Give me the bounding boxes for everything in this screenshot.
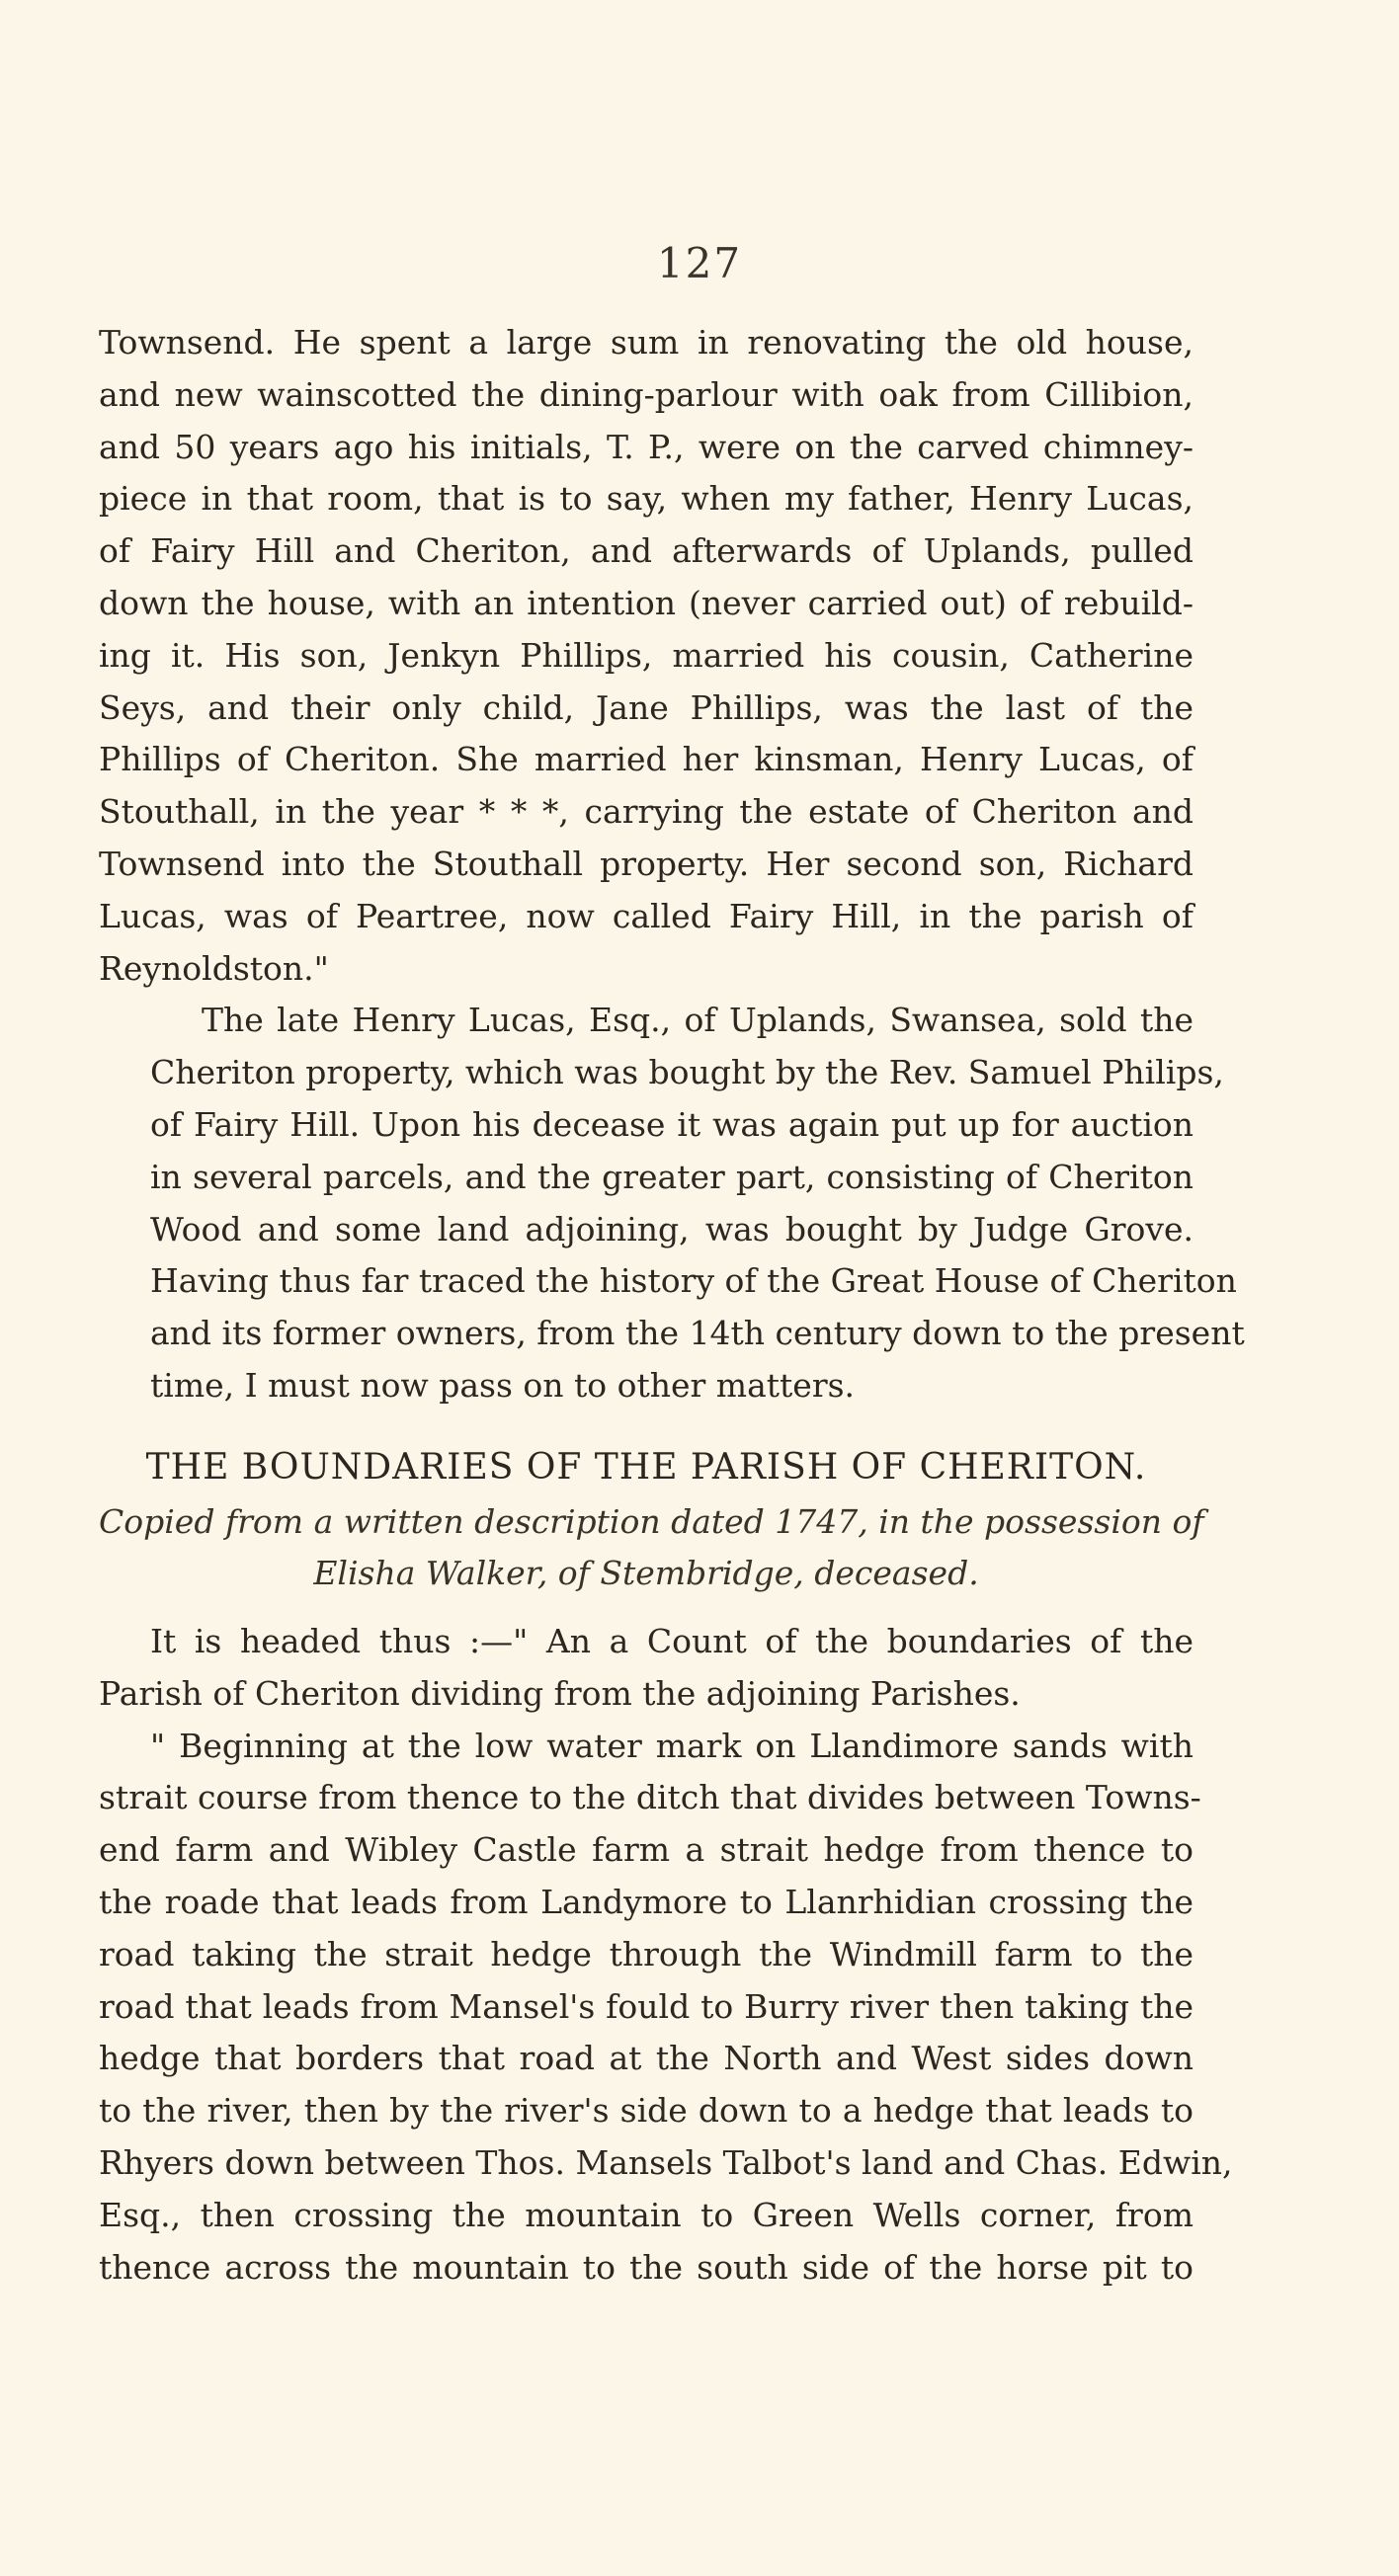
subheading-line: Copied from a written description dated 1747, in the possession of [99, 1502, 1204, 1541]
text-line: Esq., then crossing the mountain to Green Wells corner, from [99, 2195, 1193, 2234]
text-line: road that leads from Mansel's fould to Burry river then taking the [99, 1986, 1193, 2026]
text-line: Rhyers down between Thos. Mansels Talbot's land and Chas. Edwin, [99, 2142, 1233, 2182]
text-line: Townsend. He spent a large sum in renovating the old house, [99, 323, 1193, 362]
text-line: the roade that leads from Landymore to Llanrhidian crossing the [99, 1882, 1193, 1921]
text-line: Stouthall, in the year * * *, carrying the estate of Cheriton and [99, 792, 1193, 832]
section-heading: THE BOUNDARIES OF THE PARISH OF CHERITON. [145, 1447, 1147, 1488]
text-line: to the river, then by the river's side down to a hedge that leads to [99, 2091, 1193, 2131]
text-line: Parish of Cheriton dividing from the adjoining Parishes. [99, 1673, 1021, 1713]
text-line: Cheriton property, which was bought by the Rev. Samuel Philips, [150, 1053, 1224, 1092]
text-line: " Beginning at the low water mark on Llandimore sands with [150, 1726, 1193, 1765]
text-line: thence across the mountain to the south side of the horse pit to [99, 2247, 1193, 2287]
text-line: It is headed thus :—" An a Count of the boundaries of the [150, 1622, 1193, 1660]
text-line: of Fairy Hill. Upon his decease it was again put up for auction [150, 1104, 1193, 1144]
text-line: piece in that room, that is to say, when my father, Henry Lucas, [99, 479, 1193, 519]
section-subheading [99, 1496, 1204, 1599]
text-line: Having thus far traced the history of the Great House of Cheriton [150, 1261, 1237, 1301]
text-line: road taking the strait hedge through the Windmill farm to the [99, 1934, 1193, 1973]
text-line: strait course from thence to the ditch that divides between Towns- [99, 1778, 1201, 1817]
paragraph-heading-note [99, 1616, 1193, 1721]
text-line: The late Henry Lucas, Esq., of Uplands, Swansea, sold the [202, 1001, 1193, 1040]
text-line: down the house, with an intention (never carried out) of rebuild- [99, 583, 1193, 622]
paragraph-sale-of-property [99, 995, 1245, 1411]
lower-text-block [99, 1616, 1233, 2294]
paragraph-continuation [99, 317, 1193, 995]
upper-text-block [99, 317, 1245, 1412]
text-line: and 50 years ago his initials, T. P., were on the carved chimney- [99, 427, 1193, 466]
text-line: hedge that borders that road at the North and West sides down [99, 2039, 1193, 2078]
paragraph-boundary-description [99, 1721, 1233, 2294]
text-line: Lucas, was of Peartree, now called Fairy Hill, in the parish of [99, 896, 1193, 935]
text-line: Reynoldston." [99, 948, 329, 988]
page-number: 127 [656, 239, 743, 287]
text-line: ing it. His son, Jenkyn Phillips, married his cousin, Catherine [99, 635, 1193, 675]
text-line: Phillips of Cheriton. She married her kinsman, Henry Lucas, of [99, 740, 1193, 779]
text-line: and new wainscotted the dining-parlour with oak from Cillibion, [99, 374, 1193, 414]
text-line: time, I must now pass on to other matters. [150, 1365, 856, 1405]
text-line: and its former owners, from the 14th century down to the present [150, 1314, 1245, 1353]
text-line: Seys, and their only child, Jane Phillips, was the last of the [99, 687, 1193, 727]
text-line: Wood and some land adjoining, was bought by Judge Grove. [150, 1209, 1193, 1248]
text-line: in several parcels, and the greater part, consisting of Cheriton [150, 1157, 1193, 1196]
text-line: of Fairy Hill and Cheriton, and afterwards of Uplands, pulled [99, 531, 1193, 571]
text-line: Townsend into the Stouthall property. Her second son, Richard [99, 844, 1193, 883]
text-line: end farm and Wibley Castle farm a strait hedge from thence to [99, 1830, 1193, 1870]
subheading-line: Elisha Walker, of Stembridge, deceased. [313, 1554, 979, 1592]
